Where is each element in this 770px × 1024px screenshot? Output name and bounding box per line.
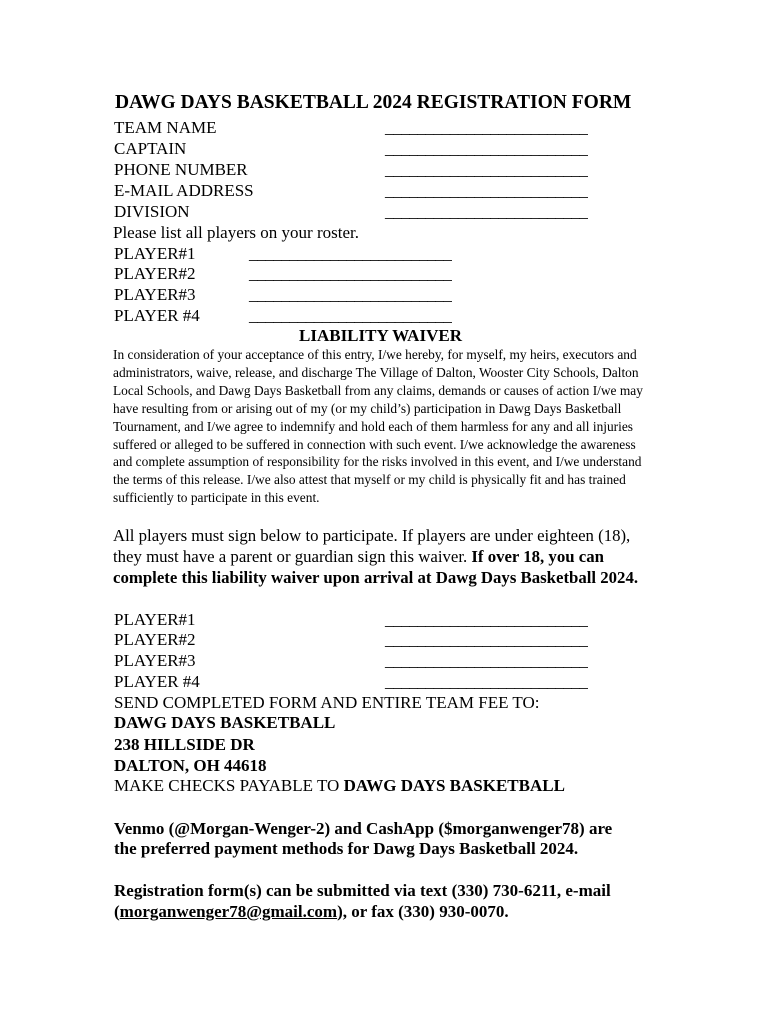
roster-prompt: Please list all players on your roster. [113, 223, 359, 242]
send-form-instruction: SEND COMPLETED FORM AND ENTIRE TEAM FEE TO: [114, 693, 540, 712]
roster-player-2-label: PLAYER#2 [114, 264, 196, 283]
liability-waiver-heading: LIABILITY WAIVER [299, 326, 462, 345]
payment-methods-line-2: the preferred payment methods for Dawg Days Basketball 2024. [114, 839, 579, 858]
team-name-label: TEAM NAME [114, 118, 217, 137]
submission-line-1: Registration form(s) can be submitted via text (330) 730-6211, e-mail [114, 881, 611, 900]
roster-player-3-label: PLAYER#3 [114, 285, 196, 304]
signature-player-1-label: PLAYER#1 [114, 610, 196, 629]
division-blank[interactable]: _________________________ [385, 202, 588, 221]
roster-player-1-label: PLAYER#1 [114, 244, 196, 263]
payment-methods-line-1: Venmo (@Morgan-Wenger-2) and CashApp ($morganwenger78) are [114, 819, 613, 838]
checks-payable-prefix: MAKE CHECKS PAYABLE TO [114, 776, 344, 795]
phone-number-label: PHONE NUMBER [114, 160, 248, 179]
captain-blank[interactable]: _________________________ [385, 139, 588, 158]
roster-player-4-label: PLAYER #4 [114, 306, 200, 325]
signature-player-1-blank[interactable]: _________________________ [385, 610, 588, 629]
signing-instructions [113, 526, 658, 588]
submission-line-2-rest: ), or fax (330) 930-0070. [337, 902, 509, 921]
signing-instructions-bold: If over 18, you can complete this liability waiver upon arrival at Dawg Days Basketball 2024. [113, 546, 639, 587]
signing-instructions-normal: All players must sign below to participate. If players are under eighteen (18), they must have a parent or guardian sign this waiver. [113, 526, 631, 566]
signature-player-4-label: PLAYER #4 [114, 672, 200, 691]
signature-player-3-label: PLAYER#3 [114, 651, 196, 670]
checks-payable-line [114, 775, 565, 796]
email-address-blank[interactable]: _________________________ [385, 181, 588, 200]
phone-number-blank[interactable]: _________________________ [385, 160, 588, 179]
roster-player-3-blank[interactable]: _________________________ [249, 285, 452, 304]
roster-player-4-blank[interactable]: _________________________ [249, 306, 452, 325]
signature-player-4-blank[interactable]: _________________________ [385, 672, 588, 691]
mailing-name: DAWG DAYS BASKETBALL [114, 713, 336, 732]
submission-line-2 [114, 901, 509, 922]
mailing-city: DALTON, OH 44618 [114, 756, 267, 775]
signature-player-2-blank[interactable]: _________________________ [385, 630, 588, 649]
mailing-street: 238 HILLSIDE DR [114, 735, 255, 754]
roster-player-1-blank[interactable]: _________________________ [249, 244, 452, 263]
email-address-label: E-MAIL ADDRESS [114, 181, 254, 200]
checks-payee: DAWG DAYS BASKETBALL [343, 776, 565, 795]
form-title: DAWG DAYS BASKETBALL 2024 REGISTRATION FORM [115, 92, 632, 113]
liability-waiver-text: In consideration of your acceptance of this entry, I/we hereby, for myself, my heirs, executors and administrators, waive, release, and discharge The Village of Dalton, Wooster City Schools, Dalton Local Schools, and Dawg Days Basketball from any claims, demands or causes of action I/we may have resulting from or arising out of my (or my child’s) participation in Dawg Days Basketball Tournament, and I/we agree to indemnify and hold each of them harmless for any and all injuries suffered or alleged to be suffered in connection with such event. I/we acknowledge the awareness and complete assumption of responsibility for the risks involved in this event, and I/we understand the terms of this release. I/we also attest that myself or my child is physically fit and has trained sufficiently to participate in this event. [113, 347, 643, 506]
roster-player-2-blank[interactable]: _________________________ [249, 264, 452, 283]
submission-open-paren: ( [114, 902, 120, 921]
team-name-blank[interactable]: _________________________ [385, 118, 588, 137]
signature-player-3-blank[interactable]: _________________________ [385, 651, 588, 670]
signature-player-2-label: PLAYER#2 [114, 630, 196, 649]
division-label: DIVISION [114, 202, 190, 221]
captain-label: CAPTAIN [114, 139, 187, 158]
contact-email-link[interactable]: morganwenger78@gmail.com [119, 902, 338, 921]
